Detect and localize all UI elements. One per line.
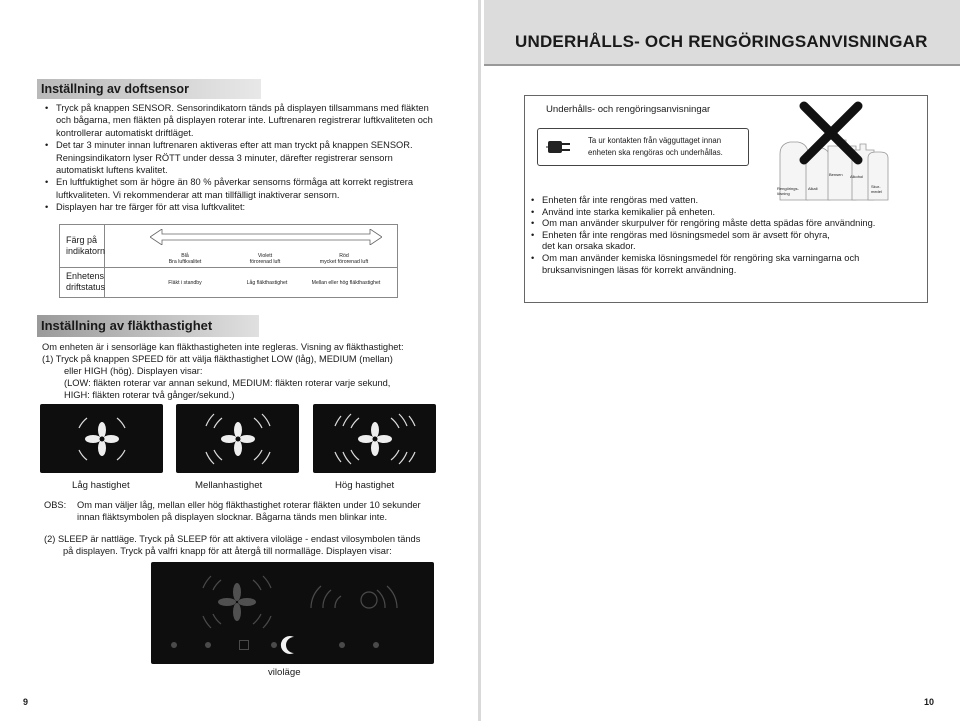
indicator-color-label: Färg på indikatorn [66,235,106,256]
unit-status-label: Enhetens driftstatus [66,271,106,292]
page-divider [478,0,481,721]
bottle-label-2: Alkali [808,186,818,191]
indicator-table [59,224,398,298]
fan-step-1c: (LOW: fläkten roterar var annan sekund, MEDIUM: fläkten roterar varje sekund, [64,378,391,388]
odor-bullet-1: • Tryck på knappen SENSOR. Sensorindikatorn tänds på displayen tillsammans med fläkten och bågarna, men fläkten på displayen roterar inte. Luftrenaren registrerar luftkvaliteten och kontrollerar automatiskt driftläget. [42,102,462,139]
bottle-label-4: Alkohol [850,174,864,179]
maint-bullet-5: • Om man använder kemiska lösningsmedel för rengöring ska varningarna och bruksanvisningen läsas för korrekt användning. [528,253,920,276]
display-sleep-mode [151,562,434,664]
status-low: Låg fläkthastighet [246,280,288,286]
fan-step-1d: HIGH: fläkten roterar två gånger/sekund.) [64,390,235,400]
caption-medium-speed: Mellanhastighet [195,480,263,491]
page-number-left: 9 [23,697,29,707]
color-violet: Violett förorenad luft [249,253,281,266]
caption-sleep: viloläge [268,667,301,678]
odor-bullet-4: • Displayen har tre färger för att visa luftkvalitet: [42,201,462,213]
display-low-speed [40,404,163,473]
odor-section-heading: Inställning av doftsensor [37,79,261,99]
page-title: UNDERHÅLLS- OCH RENGÖRINGSANVISNINGAR [515,32,928,51]
page-number-right: 10 [924,697,935,707]
fan-symbol-icon [73,412,131,466]
bottle-label-3: Bensen [829,172,843,177]
bottle-label-1: Rengörings- lösning [777,186,799,196]
obs-label: OBS: [44,500,67,510]
maint-bullet-1: • Enheten får inte rengöras med vatten. [528,195,920,207]
caption-low-speed: Låg hastighet [72,480,130,491]
sleep-moon-icon [278,634,302,656]
bottle-label-5: Skur- medel [871,184,882,194]
sleep-line-2: på displayen. Tryck på valfri knapp för att återgå till normalläge. Displayen visar: [63,546,392,556]
table-row-divider [60,267,397,268]
unplug-text: Ta ur kontakten från vägguttaget innan enheten ska rengöras och underhållas. [588,136,723,157]
plug-icon [546,135,574,159]
display-medium-speed [176,404,299,473]
odor-bullets [42,102,462,214]
fan-symbol-icon [200,412,276,466]
color-blue: Blå Bra luftkvalitet [168,253,202,266]
maint-bullet-4: • Enheten får inte rengöras med lösningsmedel som är avsett för ohyra, det kan orsaka skador. [528,230,920,253]
fan-intro: Om enheten är i sensorläge kan fläkthastigheten inte regleras. Visning av fläkthastighet: [42,342,404,352]
fan-step-1b: eller HIGH (hög). Displayen visar: [64,366,203,376]
fan-symbol-icon [329,412,421,466]
status-standby: Fläkt i standby [168,280,202,286]
obs-line-1: Om man väljer låg, mellan eller hög fläkthastighet roterar fläkten under 10 sekunder [77,500,421,510]
odor-bullet-2: • Det tar 3 minuter innan luftrenaren aktiveras efter att man tryckt på knappen SENSOR. Reningsindikatorn lyser RÖTT under dessa 3 minuter, därefter registrerar sensorn automatiskt luftens kvalitet. [42,139,462,176]
sleep-line-1: (2) SLEEP är nattläge. Tryck på SLEEP för att aktivera viloläge - endast vilosymbolen tänds [44,534,421,544]
maintenance-box-title: Underhålls- och rengöringsanvisningar [546,104,711,115]
maint-bullet-2: • Använd inte starka kemikalier på enheten. [528,207,920,219]
fan-symbol-icon [183,572,293,632]
fan-step-1: (1) Tryck på knappen SPEED för att välja fläkthastighet LOW (låg), MEDIUM (mellan) [42,354,393,364]
color-scale-arrow [150,229,382,245]
display-high-speed [313,404,436,473]
maint-bullet-3: • Om man använder skurpulver för rengöring måste detta spädas före användning. [528,218,920,230]
speed-arcs-icon [301,580,411,620]
color-red: Röd mycket förorenad luft [319,253,369,266]
fan-section-heading: Inställning av fläkthastighet [37,315,259,337]
obs-line-2: innan fläktsymbolen på displayen slocknar. Bågarna tänds men blinkar inte. [77,512,388,522]
caption-high-speed: Hög hastighet [335,480,395,491]
maintenance-bullets [528,195,920,276]
status-mid-high: Mellan eller hög fläkthastighet [311,280,381,286]
unplug-notice [537,128,749,166]
odor-bullet-3: • En luftfuktighet som är högre än 80 % påverkar sensorns förmåga att korrekt registrera luftkvaliteten. Vi rekommenderar att man tillfälligt inaktiverar sensorn. [42,176,462,201]
